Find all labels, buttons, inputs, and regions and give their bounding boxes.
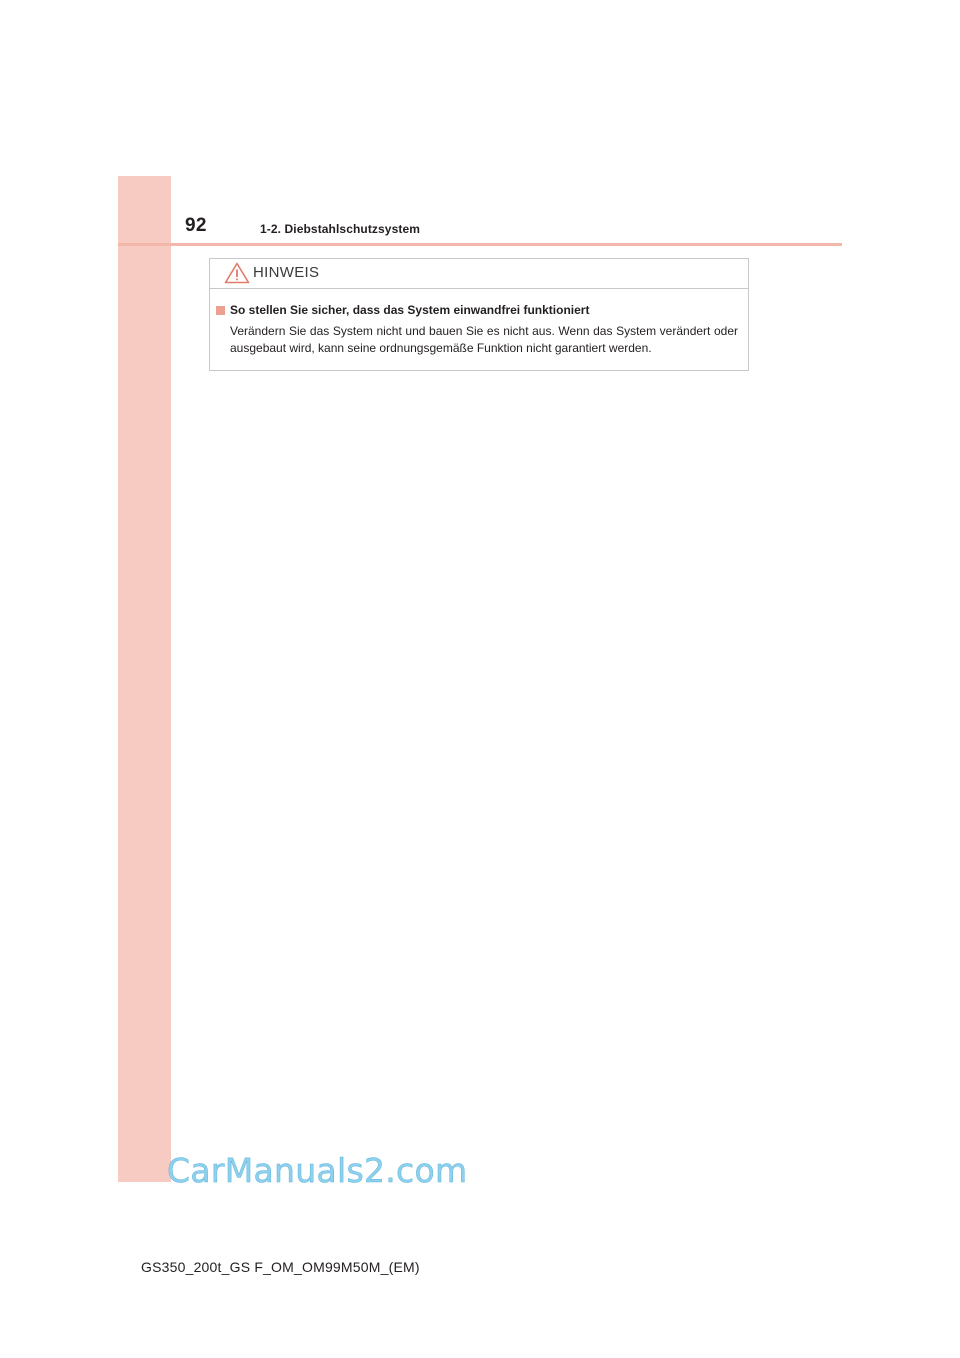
notice-box	[209, 258, 749, 371]
square-bullet-icon	[216, 306, 225, 315]
page-number: 92	[185, 215, 207, 236]
notice-item-text: Verändern Sie das System nicht und bauen Sie es nicht aus. Wenn das System verändert oder ausgebaut wird, kann seine ordnungsgemäße Funktion nicht garantiert werden.	[230, 324, 738, 355]
notice-body	[210, 289, 748, 357]
header-rule	[118, 243, 842, 246]
notice-title: HINWEIS	[253, 264, 320, 281]
notice-item-heading-text: So stellen Sie sicher, dass das System einwandfrei funktioniert	[230, 303, 590, 317]
section-title: 1-2. Diebstahlschutzsystem	[260, 222, 420, 236]
notice-item-heading	[216, 303, 738, 317]
warning-triangle-icon	[224, 262, 250, 284]
notice-header	[210, 259, 748, 289]
chapter-side-tab	[118, 176, 171, 1182]
watermark-logo: CarManuals2.com	[167, 1151, 468, 1190]
document-code: GS350_200t_GS F_OM_OM99M50M_(EM)	[141, 1259, 420, 1275]
